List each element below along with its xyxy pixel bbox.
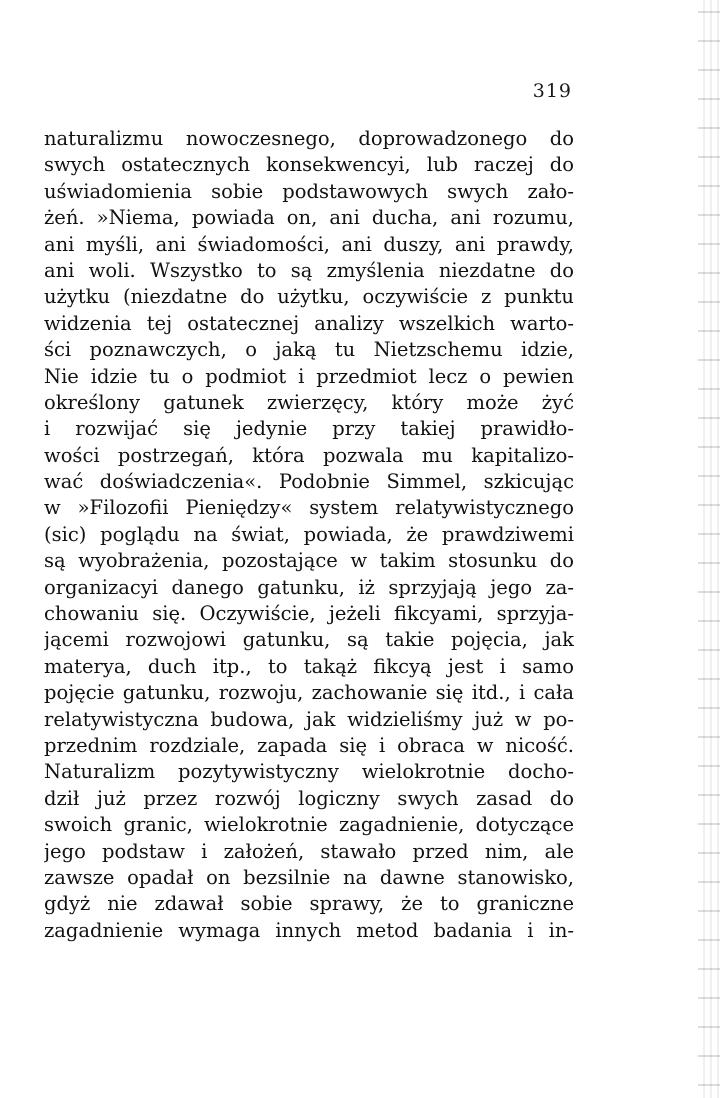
text-line: określony gatunek zwierzęcy, który może żyć: [44, 390, 574, 414]
text-line: pojęcie gatunku, rozwoju, zachowanie się itd., i cała: [44, 681, 574, 705]
text-line: widzenia tej ostatecznej analizy wszelkich warto-: [44, 311, 574, 335]
text-line: Naturalizm pozytywistyczny wielokrotnie docho-: [44, 760, 574, 784]
text-line: ani woli. Wszystko to są zmyślenia niezdatne do: [44, 258, 574, 282]
body-text: [44, 126, 574, 944]
text-line: żeń. »Niema, powiada on, ani ducha, ani rozumu,: [44, 206, 574, 230]
text-line: uświadomienia sobie podstawowych swych zało-: [44, 179, 574, 203]
page-number: 319: [532, 80, 572, 102]
text-line: organizacyi danego gatunku, iż sprzyjają jego za-: [44, 575, 574, 599]
text-line: dził już przez rozwój logiczny swych zasad do: [44, 786, 574, 810]
text-line: Nie idzie tu o podmiot i przedmiot lecz o pewien: [44, 364, 574, 388]
text-line: wać doświadczenia«. Podobnie Simmel, szkicując: [44, 470, 574, 494]
text-line: użytku (niezdatne do użytku, oczywiście z punktu: [44, 285, 574, 309]
text-line: są wyobrażenia, pozostające w takim stosunku do: [44, 549, 574, 573]
text-line: relatywistyczna budowa, jak widzieliśmy już w po-: [44, 707, 574, 731]
text-line: ani myśli, ani świadomości, ani duszy, ani prawdy,: [44, 232, 574, 256]
text-line: i rozwijać się jedynie przy takiej prawidło-: [44, 417, 574, 441]
page-edge-scan-noise: [698, 0, 720, 1098]
text-line: wości postrzegań, która pozwala mu kapitalizo-: [44, 443, 574, 467]
text-line: naturalizmu nowoczesnego, doprowadzonego do: [44, 127, 574, 150]
text-line: zagadnienie wymaga innych metod badania i in-: [44, 918, 574, 942]
text-line: jącemi rozwojowi gatunku, są takie pojęcia, jak: [44, 628, 574, 652]
text-line: przednim rozdziale, zapada się i obraca w nicość.: [44, 733, 574, 757]
text-line: jego podstaw i założeń, stawało przed nim, ale: [44, 839, 574, 863]
text-line: chowaniu się. Oczywiście, jeżeli fikcyami, sprzyja-: [44, 602, 574, 626]
text-line: swoich granic, wielokrotnie zagadnienie, dotyczące: [44, 813, 574, 837]
text-line: materya, duch itp., to takąż fikcyą jest i samo: [44, 654, 574, 678]
text-line: (sic) poglądu na świat, powiada, że prawdziwemi: [44, 522, 574, 546]
text-line: w »Filozofii Pieniędzy« system relatywistycznego: [44, 496, 574, 520]
text-line: gdyż nie zdawał sobie sprawy, że to graniczne: [44, 892, 574, 916]
text-line: zawsze opadał on bezsilnie na dawne stanowisko,: [44, 865, 574, 889]
text-line: ści poznawczych, o jaką tu Nietzschemu idzie,: [44, 338, 574, 362]
text-line: swych ostatecznych konsekwencyi, lub raczej do: [44, 153, 574, 177]
